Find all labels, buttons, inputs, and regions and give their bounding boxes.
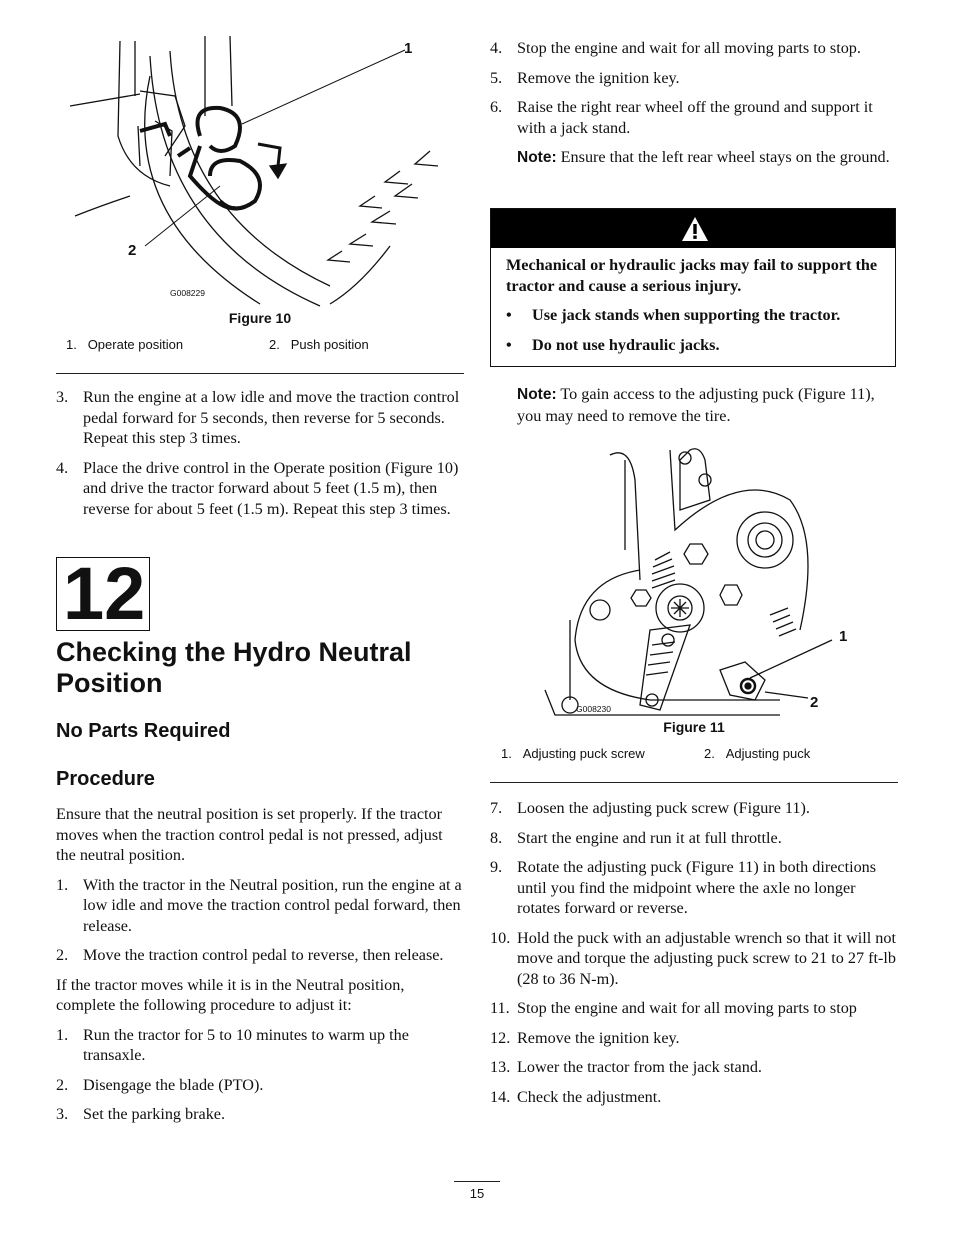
figure-10-divider xyxy=(56,373,464,374)
figure-10 xyxy=(60,36,460,308)
step-text: Stop the engine and wait for all moving parts to stop. xyxy=(517,39,861,57)
figure-11-callout-1: 1 xyxy=(839,628,848,645)
list-item xyxy=(490,798,900,819)
bullet-text: Use jack stands when supporting the tractor. xyxy=(532,306,841,324)
step-number: 2. xyxy=(56,1075,69,1094)
list-item xyxy=(56,387,464,449)
note-label: Note: xyxy=(517,386,557,403)
figure-10-legend-2 xyxy=(269,337,369,352)
note-label: Note: xyxy=(517,149,557,166)
page-number: 15 xyxy=(469,1186,485,1201)
legend-text: Operate position xyxy=(87,337,184,352)
step-number: 11. xyxy=(490,999,510,1017)
legend-number: 2. xyxy=(269,337,280,352)
legend-number: 1. xyxy=(66,337,77,352)
list-item xyxy=(56,1104,464,1125)
step-number: 6. xyxy=(490,98,503,116)
step-text: Remove the ignition key. xyxy=(517,68,680,87)
section-title-line1: Checking the Hydro Neutral xyxy=(56,637,412,667)
step-number: 10. xyxy=(490,928,511,947)
section-number: 12 xyxy=(63,552,146,635)
section-number-box xyxy=(56,552,150,635)
right-steps-b xyxy=(490,798,900,1116)
section-title-line2: Position xyxy=(56,668,163,698)
list-item xyxy=(56,458,464,520)
step-number: 12. xyxy=(490,1028,511,1047)
step-text: Loosen the adjusting puck screw (Figure 11). xyxy=(517,799,810,817)
step-number: 3. xyxy=(56,388,69,406)
step-text: With the tractor in the Neutral position, run the engine at a low idle and move the traction control pedal forward, then release. xyxy=(83,875,462,935)
step-number: 2. xyxy=(56,946,69,964)
procedure-heading: Procedure xyxy=(56,768,155,790)
list-item xyxy=(490,928,900,990)
step-text: Run the tractor for 5 to 10 minutes to warm up the transaxle. xyxy=(83,1025,409,1064)
legend-text: Adjusting puck screw xyxy=(522,746,645,761)
warning-text: Mechanical or hydraulic jacks may fail to support the tractor and cause a serious injury. xyxy=(506,256,878,295)
step-text: Lower the tractor from the jack stand. xyxy=(517,1058,762,1076)
figure-10-callout-2: 2 xyxy=(128,242,137,259)
legend-number: 1. xyxy=(501,746,512,761)
list-item xyxy=(490,1087,900,1108)
figure-10-illustration xyxy=(60,36,460,308)
figure-11-caption: Figure 11 xyxy=(663,719,725,735)
figure-11-code: G008230 xyxy=(576,704,611,714)
step-text: Raise the right rear wheel off the ground and support it with a jack stand. xyxy=(517,98,873,137)
list-item xyxy=(56,945,464,966)
step-text: Stop the engine and wait for all moving parts to stop xyxy=(517,999,857,1017)
step-text: Start the engine and run it at full throttle. xyxy=(517,828,782,847)
right-steps-a xyxy=(490,38,900,169)
figure-10-caption: Figure 10 xyxy=(228,310,292,326)
step-number: 9. xyxy=(490,858,503,876)
step-text: Hold the puck with an adjustable wrench so that it will not move and torque the adjusting puck screw to 21 to 27 ft-lb (28 to 36 N-m). xyxy=(517,928,896,988)
step-text: Rotate the adjusting puck (Figure 11) in both directions until you find the midpoint where the axle no longer rotates forward or reverse. xyxy=(517,858,877,917)
list-item xyxy=(490,68,900,89)
step-number: 8. xyxy=(490,828,503,847)
step-number: 4. xyxy=(56,458,69,477)
figure-11-illustration xyxy=(540,440,860,720)
figure-10-legend-1 xyxy=(66,337,183,352)
list-item xyxy=(490,857,900,919)
legend-number: 2. xyxy=(704,746,715,761)
note-2-wrap xyxy=(490,384,900,426)
page-number-rule xyxy=(454,1181,500,1182)
legend-text: Push position xyxy=(290,337,369,352)
step-text: Move the traction control pedal to reverse, then release. xyxy=(83,946,444,964)
figure-11 xyxy=(540,440,860,720)
figure-11-legend-1 xyxy=(501,746,645,761)
figure-11-legend-2 xyxy=(704,746,810,761)
section-title xyxy=(56,637,412,699)
step-text: Run the engine at a low idle and move the traction control pedal forward for 5 seconds, then reverse for 5 seconds. Repeat this step 3 times. xyxy=(83,388,460,447)
procedure-intro: Ensure that the neutral position is set properly. If the tractor moves when the traction control pedal is not pressed, adjust the neutral position. xyxy=(56,805,443,864)
step-text: Set the parking brake. xyxy=(83,1105,226,1123)
list-item xyxy=(490,1057,900,1078)
warning-bullet xyxy=(506,305,881,326)
bullet-char: • xyxy=(506,306,512,324)
list-item xyxy=(56,1025,464,1066)
note-2 xyxy=(490,384,900,426)
list-item xyxy=(56,875,464,937)
warning-box xyxy=(490,208,896,367)
warning-triangle-icon xyxy=(681,216,709,242)
warning-bullet xyxy=(506,335,881,356)
bullet-char: • xyxy=(506,335,512,354)
list-item xyxy=(490,38,900,59)
step-number: 13. xyxy=(490,1058,511,1076)
step-number: 1. xyxy=(56,1025,69,1044)
figure-10-callout-1: 1 xyxy=(404,40,413,57)
if-moves-paragraph: If the tractor moves while it is in the Neutral position, complete the following procedure to adjust it: xyxy=(56,975,405,1014)
list-item xyxy=(490,1028,900,1049)
warning-header xyxy=(491,209,895,248)
no-parts-heading: No Parts Required xyxy=(56,720,231,742)
bullet-text: Do not use hydraulic jacks. xyxy=(532,335,720,354)
step-text: Disengage the blade (PTO). xyxy=(83,1075,264,1094)
note-1 xyxy=(490,147,900,169)
list-item xyxy=(56,1075,464,1096)
step-text: Remove the ignition key. xyxy=(517,1028,680,1047)
step-number: 3. xyxy=(56,1105,69,1123)
step-number: 7. xyxy=(490,799,503,817)
note-text: To gain access to the adjusting puck (Figure 11), you may need to remove the tire. xyxy=(517,385,875,425)
list-item xyxy=(490,828,900,849)
procedure-body xyxy=(56,804,464,1134)
figure-10-code: G008229 xyxy=(170,288,205,298)
legend-text: Adjusting puck xyxy=(725,746,811,761)
step-number: 14. xyxy=(490,1087,511,1106)
figure-11-callout-2: 2 xyxy=(810,694,819,711)
list-item xyxy=(490,998,900,1019)
step-number: 4. xyxy=(490,39,503,57)
step-text: Place the drive control in the Operate position (Figure 10) and drive the tractor forward about 5 feet (1.5 m), then reverse for about 5 feet (1.5 m). Repeat this step 3 times. xyxy=(83,458,459,518)
step-number: 5. xyxy=(490,68,503,87)
figure-11-divider xyxy=(490,782,898,783)
step-number: 1. xyxy=(56,875,69,894)
left-steps-a xyxy=(56,387,464,528)
step-text: Check the adjustment. xyxy=(517,1087,662,1106)
note-text: Ensure that the left rear wheel stays on the ground. xyxy=(560,148,890,166)
list-item xyxy=(490,97,900,138)
